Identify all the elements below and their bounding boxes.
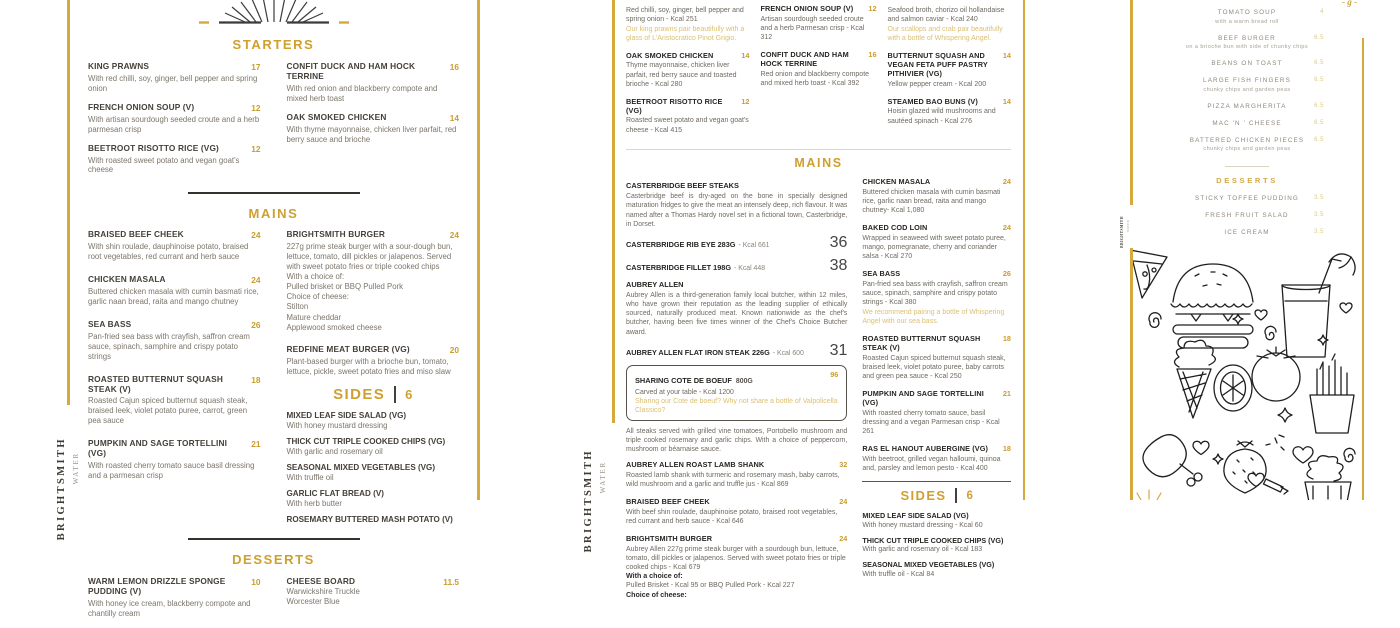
section-divider	[188, 192, 360, 194]
item-name: THICK CUT TRIPLE COOKED CHIPS (VG)	[862, 535, 1004, 545]
item-description: Roasted Cajun spiced butternut squash steak, braised leek, violet potato puree, carrot, green pea sauce	[88, 396, 248, 426]
item-name: CHICKEN MASALA	[88, 274, 166, 285]
vertical-brand-subtext: WATER	[1126, 220, 1130, 232]
menu-item	[88, 375, 261, 427]
item-name: BRAISED BEEF CHEEK	[88, 229, 184, 240]
item-name: OAK SMOKED CHICKEN	[626, 50, 714, 60]
item-price: 21	[251, 439, 261, 450]
wine-pairing-note: We recommend pairing a bottle of Whispering Angel with our sea bass.	[862, 308, 1005, 325]
item-description: With truffle oil - Kcal 84	[862, 570, 935, 578]
item-line: Pulled brisket or BBQ Pulled Pork	[286, 282, 404, 292]
item-name: BEETROOT RISOTTO RICE (VG)	[626, 96, 723, 115]
item-price: 24	[839, 497, 848, 507]
kids-menu-item	[1130, 229, 1364, 236]
starters-section	[626, 0, 1011, 143]
item-name: THICK CUT TRIPLE COOKED CHIPS (VG)	[286, 436, 446, 446]
item-price: 36	[829, 233, 848, 251]
kids-menu-item	[1130, 60, 1364, 67]
item-price: 24	[251, 275, 261, 286]
vertical-brand-text: BRIGHTSMITH	[1120, 216, 1124, 248]
menu-item	[862, 223, 1011, 261]
item-line: With a choice of:	[286, 272, 345, 282]
item-line: Choice of cheese:	[286, 292, 349, 302]
menu-item	[862, 177, 1011, 215]
item-name: SEASONAL MIXED VEGETABLES (VG)	[862, 560, 995, 570]
sides-price: 6	[405, 386, 413, 402]
menu-item	[626, 6, 749, 43]
section-title-mains: MAINS	[794, 156, 843, 171]
menu-item	[862, 269, 1011, 326]
section-divider	[626, 149, 1011, 151]
item-description: Yellow pepper cream - Kcal 200	[887, 80, 987, 88]
item-description: Roasted lamb shank with turmeric and rosemary mash, baby carrots, wild mushroom and a garlic and truffle jus - Kcal 869	[626, 472, 840, 489]
sides-title: SIDES	[900, 488, 947, 504]
item-name: FRESH FRUIT SALAD	[1205, 212, 1289, 219]
menu-item	[626, 460, 847, 489]
menu-item	[888, 6, 1011, 43]
item-name: OAK SMOKED CHICKEN	[286, 111, 387, 122]
menu-item	[88, 144, 261, 176]
menu-item	[626, 534, 847, 600]
menu-item	[888, 97, 1011, 126]
item-price: 6.5	[1314, 34, 1324, 41]
item-name: BEANS ON TOAST	[1211, 60, 1283, 67]
item-description: Carved at your table - Kcal 1200	[635, 388, 734, 396]
item-line: Mature cheddar	[286, 312, 342, 322]
item-name: CASTERBRIDGE FILLET 198G	[626, 262, 732, 272]
side-item	[862, 560, 1011, 578]
item-name: CHICKEN MASALA	[862, 177, 931, 187]
item-name: BRIGHTSMITH BURGER	[626, 534, 713, 544]
item-price: 3.5	[1314, 212, 1324, 218]
menu-item	[888, 51, 1011, 89]
section-title-desserts: DESSERTS	[232, 552, 315, 568]
item-line: Warwickshire Truckle	[286, 587, 360, 597]
section-title-mains: MAINS	[248, 206, 299, 222]
kids-doodle-illustration	[1133, 248, 1361, 500]
item-name: LARGE FISH FINGERS	[1203, 77, 1291, 84]
item-line: With a choice of:	[626, 571, 683, 580]
item-price: 3.5	[1314, 229, 1324, 235]
item-description: 227g prime steak burger with a sour-dough bun, lettuce, tomato, dill pickles or jalapenos. Served with sweet potato fries or triple cooked chips	[286, 242, 453, 272]
item-price: 6.5	[1314, 136, 1324, 143]
butcher-intro-text: Casterbridge beef is dry-aged on the bone in specially designed maturation fridges to give the meat an intensely deep, rich flavour. It was named after a Thomas Hardy novel set in a fictional town, Casterbridge, in Dorset.	[626, 193, 848, 228]
steak-menu-item	[626, 234, 847, 252]
steak-menu-item	[626, 257, 847, 275]
item-name: ROSEMARY BUTTERED MASH POTATO (V)	[286, 514, 453, 524]
item-name: MIXED LEAF SIDE SALAD (VG)	[286, 410, 407, 420]
item-description: With herb butter	[286, 499, 342, 509]
side-item	[287, 411, 460, 431]
section-title-desserts: DESSERTS	[1216, 176, 1278, 185]
steaks-serving-note: All steaks served with grilled vine tomatoes, Portobello mushroom and triple cooked rosemary and garlic chips. With a choice of peppercorn, mushroom or béarnaise sauce.	[626, 427, 848, 454]
item-name: PUMPKIN AND SAGE TORTELLINI (VG)	[862, 389, 984, 408]
menu-item	[88, 103, 261, 135]
menu-item	[88, 320, 261, 362]
item-name: BAKED COD LOIN	[862, 223, 928, 233]
item-name: AUBREY ALLEN ROAST LAMB SHANK	[626, 460, 765, 470]
item-description: Thyme mayonnaise, chicken liver parfait, red berry sauce and toasted brioche - Kcal 280	[626, 62, 737, 88]
item-name: SEASONAL MIXED VEGETABLES (VG)	[286, 462, 436, 472]
side-item	[287, 489, 460, 509]
item-description: With beetroot, grilled vegan halloumi, quinoa and, parsley and lemon pesto - Kcal 400	[862, 455, 1001, 472]
kids-menu-item	[1130, 35, 1364, 51]
menu-item	[760, 50, 876, 88]
item-price: 24	[251, 230, 261, 241]
item-name: BRIGHTSMITH BURGER	[286, 229, 386, 240]
item-price: 14	[1002, 96, 1011, 106]
item-description: chunky chips and garden peas	[1203, 146, 1291, 152]
sides-heading	[862, 488, 1011, 503]
item-price: 20	[449, 344, 459, 355]
item-name: CONFIT DUCK AND HAM HOCK TERRINE	[760, 49, 849, 68]
item-name: RAS EL HANOUT AUBERGINE (VG)	[862, 444, 989, 454]
item-description: With beef shin roulade, dauphinoise potato, braised root vegetables, red currant and herb sauce - Kcal 646	[626, 508, 838, 525]
item-description: With roasted sweet potato and vegan goat's cheese	[88, 155, 240, 175]
item-description: Roasted Cajun spiced butternut squash steak, braised leek, violet potato puree, baby carrots and green pea sauce - Kcal 250	[862, 354, 1006, 380]
item-description: With shin roulade, dauphinoise potato, braised root vegetables, red currant and herb sauce	[88, 242, 249, 262]
item-name: ICE CREAM	[1224, 229, 1270, 236]
item-name: SHARING COTE DE BOEUF	[635, 375, 732, 385]
side-item	[287, 437, 460, 457]
menu-item	[287, 345, 460, 377]
section-divider	[188, 538, 360, 540]
item-kcal: - Kcal 448	[734, 264, 766, 272]
wine-pairing-note: Our king prawns pair beautifully with a glass of L'Aristocratico Pinot Grigio.	[626, 25, 745, 42]
kids-menu-item	[1130, 9, 1364, 25]
kids-menu-item	[1130, 77, 1364, 93]
item-name: BUTTERNUT SQUASH AND VEGAN FETA PUFF PASTRY PITHIVIER (VG)	[887, 50, 988, 79]
vertical-brand-text: BRIGHTSMITH	[56, 437, 67, 541]
menu-item	[287, 62, 460, 104]
menu-item	[88, 439, 261, 481]
vertical-brand-subtext: WATER	[72, 452, 80, 485]
side-item	[862, 511, 1011, 529]
item-price: 17	[251, 62, 261, 72]
item-description: with a warm bread roll	[1215, 18, 1279, 25]
sides-heading	[287, 386, 460, 403]
item-price: 12	[868, 4, 877, 13]
menu-item	[862, 334, 1011, 381]
item-name: FRENCH ONION SOUP (V)	[760, 4, 854, 13]
item-name: FRENCH ONION SOUP (V)	[88, 101, 195, 112]
item-name: WARM LEMON DRIZZLE SPONGE PUDDING (V)	[88, 576, 226, 596]
item-price: 18	[251, 374, 261, 385]
sharing-steak-box	[626, 365, 847, 421]
item-line: Worcester Blue	[286, 597, 340, 607]
item-description: Seafood broth, chorizo oil hollandaise and salmon caviar - Kcal 240	[887, 6, 1005, 23]
item-name: BATTERED CHICKEN PIECES	[1189, 136, 1305, 144]
sides-price-divider	[394, 386, 396, 403]
item-description: With roasted cherry tomato sauce basil dressing and a parmesan crisp	[88, 461, 255, 480]
item-name: REDFINE MEAT BURGER (VG)	[286, 343, 410, 354]
item-price: 96	[830, 369, 839, 379]
item-name: BRAISED BEEF CHEEK	[626, 497, 710, 507]
item-price: 11.5	[443, 577, 459, 588]
item-name: STICKY TOFFEE PUDDING	[1195, 195, 1299, 202]
item-name: CHEESE BOARD	[286, 576, 356, 587]
item-description: With red chilli, soy, ginger, bell pepper and spring onion	[88, 74, 258, 93]
item-line: Applewood smoked cheese	[286, 322, 382, 332]
item-description: Buttered chicken masala with cumin basmati rice, garlic naan bread, raita and mango chutney- Kcal 1,080	[862, 188, 1001, 214]
item-price: 14	[449, 112, 459, 123]
section-divider	[862, 481, 1011, 483]
item-name: PIZZA MARGHERITA	[1207, 102, 1287, 110]
section-title-starters: STARTERS	[232, 37, 315, 52]
menu-item	[287, 113, 460, 145]
item-name: TOMATO SOUP	[1217, 9, 1277, 16]
item-price: 31	[829, 341, 848, 359]
menu-page-kids	[1120, 0, 1364, 500]
item-description: Aubrey Allen 227g prime steak burger with a sourdough bun, lettuce, tomato, dill pickles or jalapenos. Served with sweet potato fries or triple cooked chips - Kcal 679	[626, 545, 846, 571]
item-description: With artisan sourdough seeded croute and a herb parmesan crisp	[88, 114, 260, 134]
item-description: on a brioche bun with side of chunky chips	[1185, 44, 1309, 50]
item-price: 12	[251, 102, 261, 113]
steak-menu-item	[626, 342, 847, 360]
kids-menu-item	[1130, 120, 1364, 127]
sides-price: 6	[966, 489, 973, 502]
item-price: 6.5	[1314, 119, 1324, 126]
item-description: With thyme mayonnaise, chicken liver parfait, red berry sauce and brioche	[286, 124, 457, 144]
item-name: STEAMED BAO BUNS (V)	[887, 96, 978, 106]
item-price: 6.5	[1314, 77, 1324, 83]
item-name: ROASTED BUTTERNUT SQUASH STEAK (V)	[88, 373, 223, 394]
item-name: SEA BASS	[862, 268, 901, 278]
item-description: Red chilli, soy, ginger, bell pepper and spring onion - Kcal 251	[626, 6, 744, 23]
starters-section	[88, 62, 459, 184]
kids-menu-item	[1130, 103, 1364, 110]
item-price: 18	[1002, 444, 1011, 454]
item-description: Artisan sourdough seeded croute and a herb Parmesan crisp - Kcal 312	[760, 15, 865, 41]
butcher-intro-title: AUBREY ALLEN	[626, 279, 684, 289]
menu-item	[88, 275, 261, 307]
item-kcal: - Kcal 600	[772, 349, 804, 357]
desserts-section	[88, 577, 459, 628]
item-price: 18	[1002, 334, 1011, 344]
item-description: With garlic and rosemary oil - Kcal 183	[862, 546, 983, 554]
item-name: CONFIT DUCK AND HAM HOCK TERRINE	[286, 61, 416, 81]
kids-desserts-section	[1130, 195, 1364, 236]
item-price: 24	[839, 534, 848, 544]
menu-item	[862, 444, 1011, 473]
item-price: 32	[839, 460, 848, 470]
menu-item	[88, 230, 261, 262]
menu-item	[88, 577, 261, 619]
mains-section	[88, 230, 459, 530]
side-item	[287, 463, 460, 483]
sunburst-logo	[189, 0, 359, 25]
item-price: 16	[449, 62, 459, 72]
item-price: 3.5	[1314, 195, 1324, 201]
kids-menu-section	[1130, 9, 1364, 152]
item-name: GARLIC FLAT BREAD (V)	[286, 488, 384, 498]
menu-item	[862, 389, 1011, 436]
item-name: MAC 'N ' CHEESE	[1212, 119, 1282, 127]
item-description: Red onion and blackberry compote and mixed herb toast - Kcal 392	[760, 70, 870, 87]
butcher-intro-title: CASTERBRIDGE BEEF STEAKS	[626, 181, 739, 191]
item-line: Stilton	[286, 302, 309, 312]
item-price: 4	[1320, 9, 1324, 15]
item-price: 12	[741, 96, 750, 106]
item-description: Buttered chicken masala with cumin basmati rice, garlic naan bread, raita and mango chutney	[88, 287, 259, 307]
item-price: 26	[1002, 268, 1011, 278]
kids-menu-item	[1130, 212, 1364, 219]
menu-item	[626, 497, 847, 526]
item-price: 6.5	[1314, 102, 1324, 109]
side-item	[287, 515, 460, 524]
item-description: Wrapped in seaweed with sweet potato puree, mango, pomegranate, cherry and coriander salsa - Kcal 270	[862, 234, 1006, 260]
item-description: With red onion and blackberry compote and mixed herb toast	[286, 83, 438, 103]
kids-menu-item	[1130, 195, 1364, 202]
item-name: MIXED LEAF SIDE SALAD (VG)	[862, 511, 969, 521]
item-description: With honey mustard dressing	[286, 421, 388, 431]
kids-menu-item	[1130, 137, 1364, 153]
item-description: With honey ice cream, blackberry compote and chantilly cream	[88, 598, 251, 618]
item-price: 26	[251, 319, 261, 330]
vertical-brand-text: BRIGHTSMITH	[583, 449, 594, 553]
menu-item	[287, 577, 460, 607]
item-description: Roasted sweet potato and vegan goat's cheese - Kcal 415	[626, 117, 749, 134]
item-name: BEETROOT RISOTTO RICE (VG)	[88, 142, 219, 153]
item-weight: 800G	[735, 377, 753, 385]
menu-item	[760, 4, 876, 42]
item-name: AUBREY ALLEN FLAT IRON STEAK 226G	[626, 347, 770, 357]
item-price: 12	[251, 143, 261, 154]
item-name: SEA BASS	[88, 318, 132, 329]
side-item	[862, 536, 1011, 554]
item-description: With garlic and rosemary oil	[286, 447, 383, 457]
item-kcal: - Kcal 661	[738, 241, 770, 249]
item-price: 24	[449, 230, 459, 241]
item-price: 21	[1002, 389, 1011, 399]
item-price: 14	[741, 50, 750, 60]
item-description: chunky chips and garden peas	[1203, 86, 1291, 93]
item-description: Plant-based burger with a brioche bun, tomato, lettuce, pickle, sweet potato fries and miso slaw	[286, 356, 451, 376]
item-description: Pan-fried sea bass with crayfish, saffron cream sauce, spinach, samphire and crispy potato strings	[88, 331, 250, 361]
script-logo-fragment: - g -	[1342, 0, 1357, 7]
sides-price-divider	[955, 488, 957, 503]
menu-item	[626, 51, 749, 89]
item-name: PUMPKIN AND SAGE TORTELLINI (VG)	[88, 438, 228, 459]
menu-item	[88, 62, 261, 94]
butcher-intro-text: Aubrey Allen is a third-generation family local butcher, within 12 miles, who have grown their reputation as the leading supplier of ethically sourced, naturally produced meat. Known nationwide as the chef's butcher, having been five times winner of the Chef's Choice Butcher award.	[626, 291, 848, 336]
item-price: 24	[1002, 223, 1011, 233]
item-price: 10	[251, 577, 261, 588]
item-price: 38	[829, 256, 848, 274]
wine-pairing-note: Sharing our Cote de boeuf? Why not share a bottle of Valpolicella Classico?	[635, 397, 838, 414]
menu-page-kcal	[583, 0, 1025, 599]
item-price: 24	[1002, 177, 1011, 187]
item-price: 6.5	[1314, 60, 1324, 66]
item-name: BEEF BURGER	[1218, 34, 1276, 42]
wine-pairing-note: Our scallops and crab pair beautifully with a bottle of Whispering Angel.	[887, 25, 1003, 42]
item-line: Choice of cheese:	[626, 590, 687, 599]
sides-title: SIDES	[333, 385, 386, 403]
item-description: Hoisin glazed wild mushrooms and sautéed spinach - Kcal 276	[887, 108, 996, 125]
menu-item	[287, 230, 460, 332]
menu-page-standard	[56, 0, 480, 618]
item-description: Pan-fried sea bass with crayfish, saffron cream sauce, spinach, samphire and crispy potato strings - Kcal 380	[862, 280, 1008, 306]
item-name: KING PRAWNS	[88, 61, 150, 71]
item-description: With honey mustard dressing - Kcal 60	[862, 521, 983, 529]
item-description: With truffle oil	[286, 473, 334, 483]
section-divider	[1225, 166, 1269, 167]
menu-item	[626, 97, 749, 135]
item-description: With roasted cherry tomato sauce, basil dressing and a vegan Parmesan crisp - Kcal 261	[862, 409, 1000, 435]
item-name: ROASTED BUTTERNUT SQUASH STEAK (V)	[862, 334, 981, 353]
item-price: 16	[868, 49, 877, 59]
item-price: 14	[1002, 50, 1011, 60]
vertical-brand-subtext: WATER	[599, 461, 607, 494]
item-name: CASTERBRIDGE RIB EYE 283G	[626, 239, 736, 249]
mains-section	[626, 177, 1011, 608]
item-line: Pulled Brisket - Kcal 95 or BBQ Pulled Pork - Kcal 227	[626, 582, 795, 590]
